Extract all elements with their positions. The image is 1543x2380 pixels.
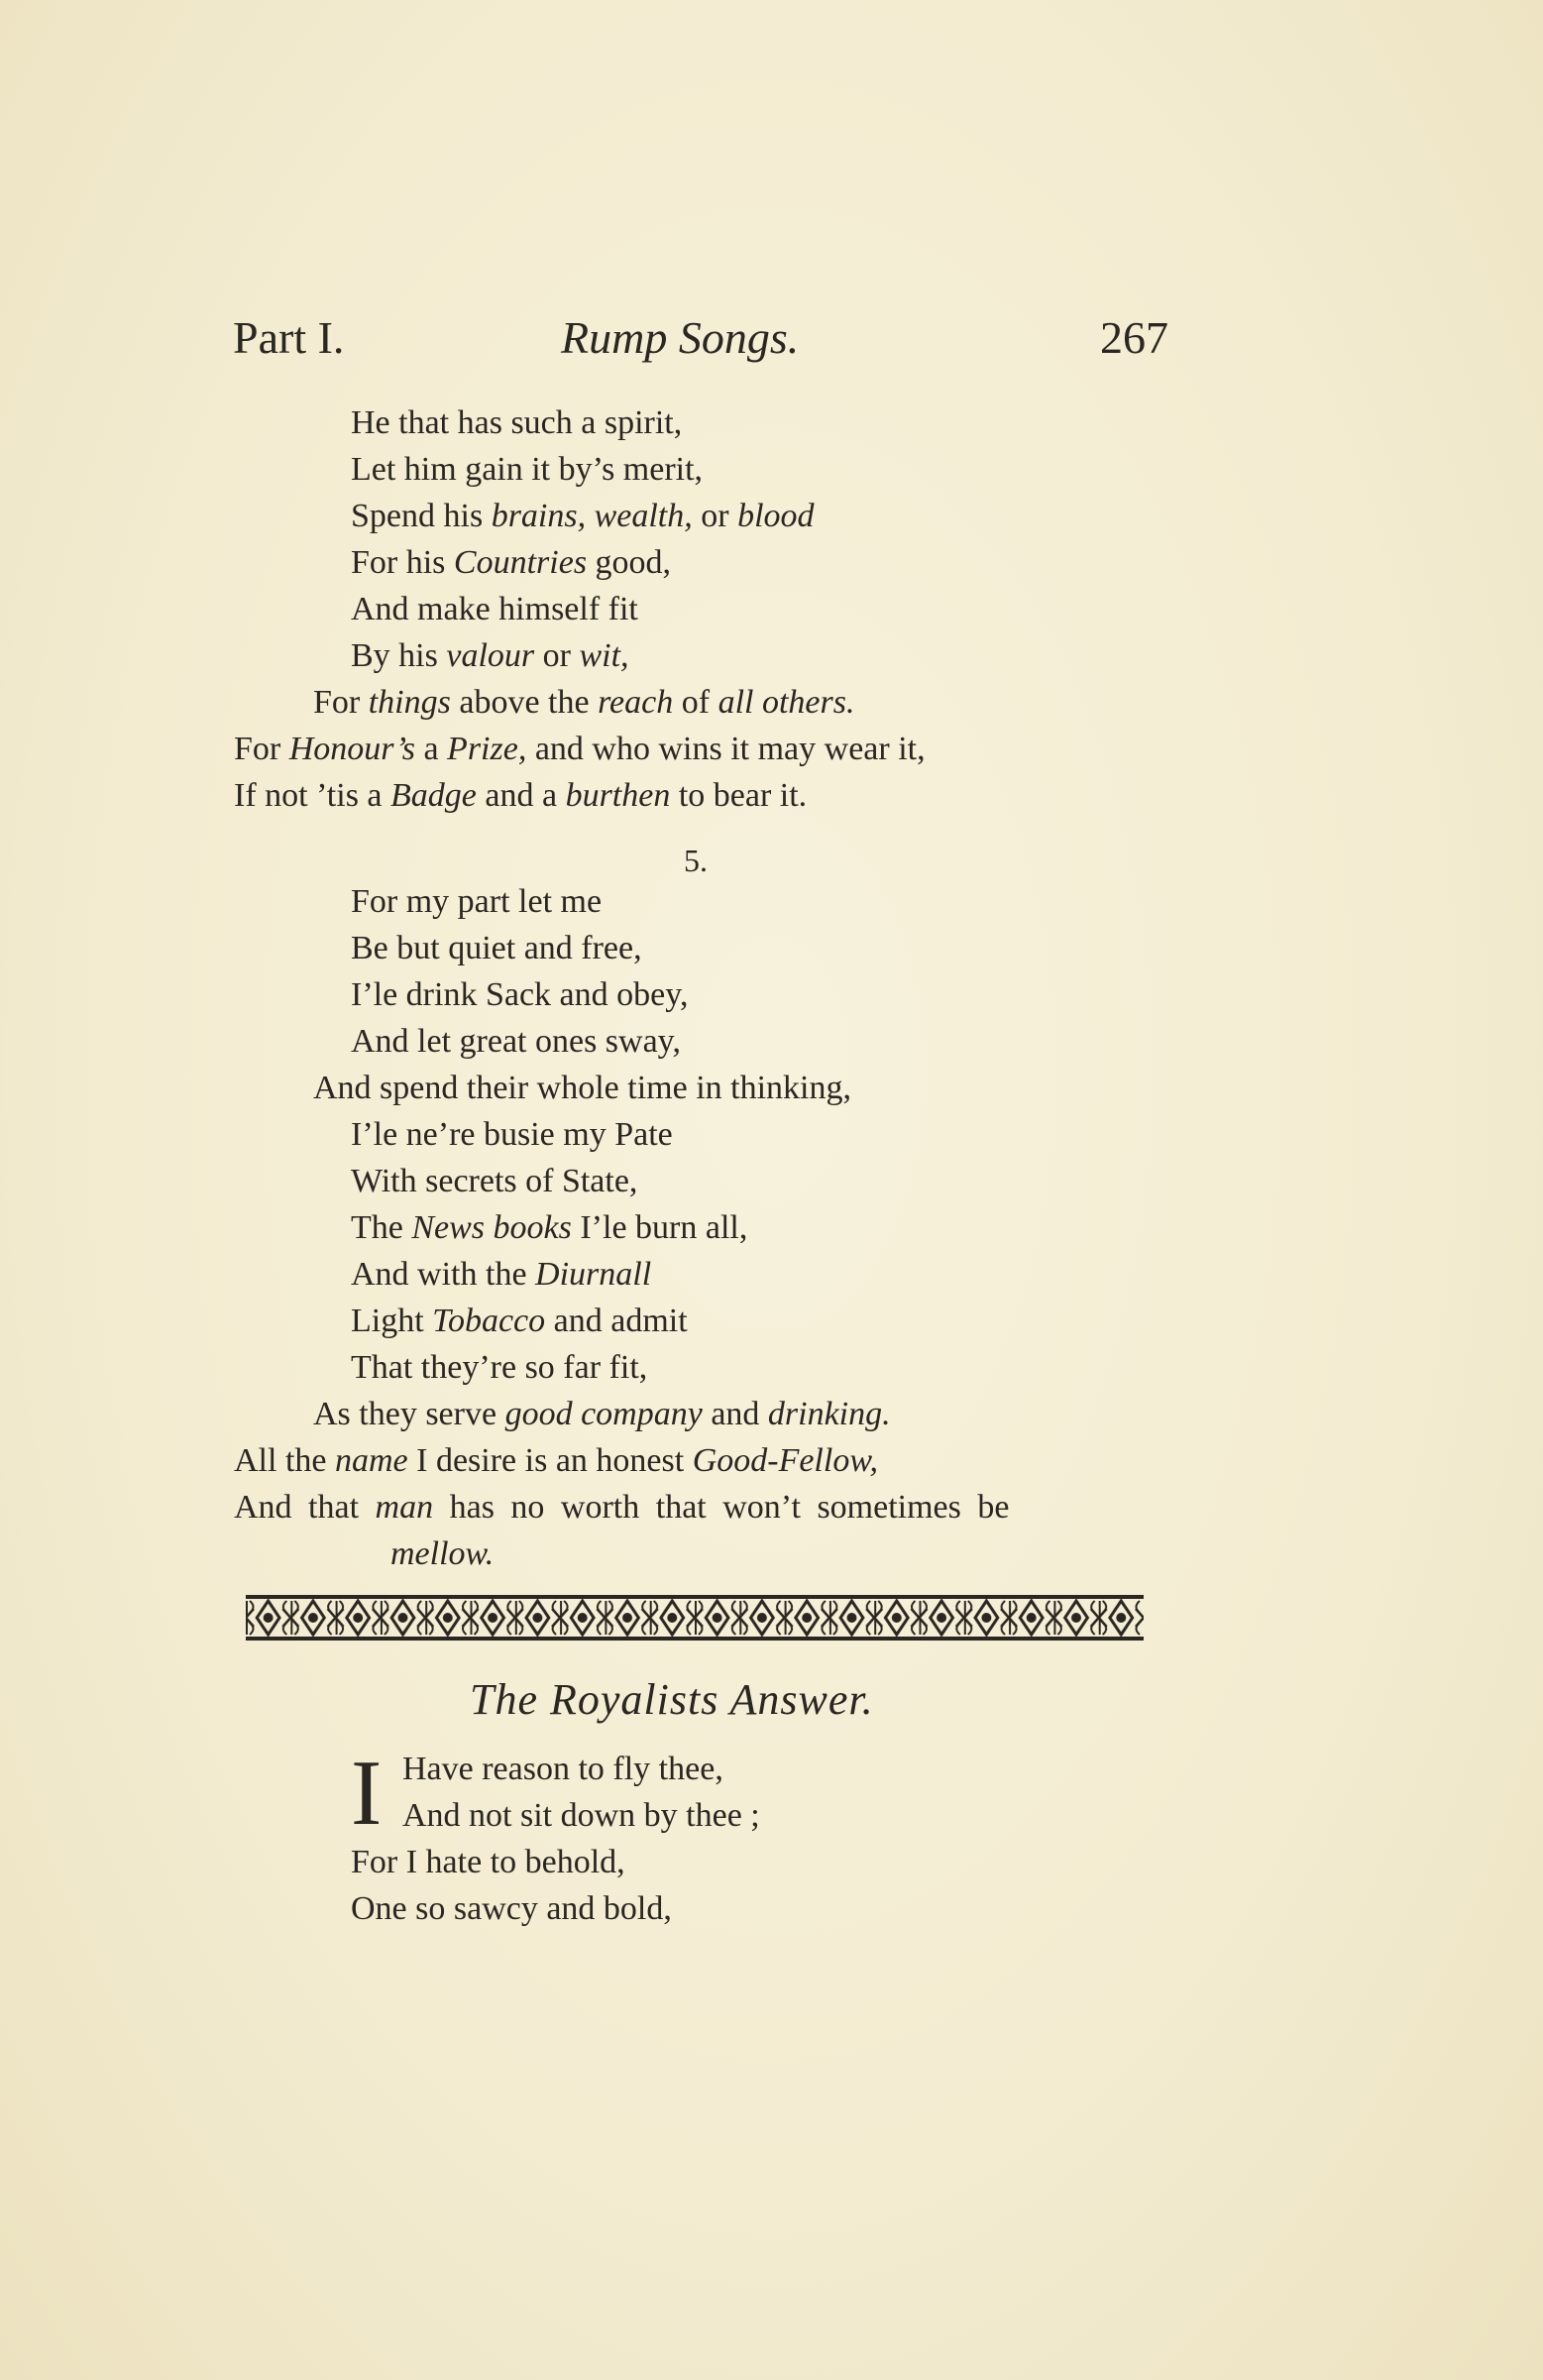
- poem-title: The Royalists Answer.: [470, 1675, 874, 1724]
- verse-line: With secrets of State,: [351, 1163, 638, 1199]
- verse-line: For his Countries good,: [351, 544, 672, 581]
- page-number: 267: [1100, 312, 1168, 363]
- verse-line: And make himself fit: [351, 591, 638, 627]
- verse-line: And with the Diurnall: [351, 1256, 652, 1293]
- italic-word: brains, wealth,: [491, 498, 693, 534]
- italic-word: blood: [737, 498, 815, 534]
- italic-word: Prize,: [447, 731, 527, 767]
- verse-line: [390, 1537, 494, 1571]
- verse-line: For I hate to behold,: [351, 1844, 625, 1880]
- italic-word: Honour’s: [288, 731, 415, 767]
- verse-line: And not sit down by thee ;: [402, 1797, 760, 1834]
- italic-word: Diurnall: [535, 1256, 652, 1293]
- verse-line: He that has such a spirit,: [351, 404, 683, 441]
- drop-capital: I: [351, 1742, 383, 1845]
- verse-line: The News books I’le burn all,: [351, 1209, 748, 1246]
- italic-word: Countries: [453, 544, 588, 581]
- italic-word: Badge: [390, 777, 477, 814]
- verse-line: And that man has no worth that won’t sometimes be: [234, 1489, 1010, 1526]
- italic-word: mellow.: [390, 1535, 495, 1572]
- verse-line: I’le drink Sack and obey,: [351, 976, 689, 1013]
- verse-line: Have reason to fly thee,: [402, 1751, 723, 1787]
- italic-word: things: [368, 684, 451, 721]
- italic-word: Good-Fellow,: [692, 1442, 878, 1479]
- italic-word: burthen: [565, 777, 671, 814]
- italic-word: man: [375, 1489, 434, 1526]
- verse-line: For Honour’s a Prize, and who wins it may wear it,: [234, 731, 926, 767]
- verse-line: One so sawcy and bold,: [351, 1890, 672, 1927]
- ornament-band: [246, 1593, 1144, 1643]
- running-head-title: Rump Songs.: [561, 312, 800, 363]
- italic-word: valour: [446, 637, 535, 674]
- verse-line: Be but quiet and free,: [351, 930, 642, 966]
- italic-word: reach: [598, 684, 674, 721]
- verse-line: I’le ne’re busie my Pate: [351, 1116, 673, 1153]
- verse-line: All the name I desire is an honest Good-Fellow,: [234, 1442, 878, 1479]
- italic-word: News books: [411, 1209, 572, 1246]
- verse-line: If not ’tis a Badge and a burthen to bear it.: [234, 777, 808, 814]
- verse-line: And let great ones sway,: [351, 1023, 681, 1060]
- verse-line: That they’re so far fit,: [351, 1349, 648, 1386]
- verse-line: Let him gain it by’s merit,: [351, 451, 704, 488]
- italic-word: wit,: [579, 637, 629, 674]
- verse-line: For things above the reach of all others.: [313, 684, 855, 721]
- verse-line: And spend their whole time in thinking,: [313, 1070, 851, 1106]
- stanza-number: 5.: [684, 843, 708, 878]
- verse-line: By his valour or wit,: [351, 637, 629, 674]
- running-head-part: Part I.: [233, 312, 345, 363]
- italic-word: drinking.: [767, 1396, 891, 1432]
- italic-word: all others.: [717, 684, 855, 721]
- italic-word: name: [334, 1442, 408, 1479]
- verse-line: Spend his brains, wealth, or blood: [351, 498, 815, 534]
- italic-word: good company: [504, 1396, 703, 1432]
- verse-line: For my part let me: [351, 883, 603, 920]
- italic-word: Tobacco: [432, 1303, 546, 1339]
- verse-line: As they serve good company and drinking.: [313, 1396, 891, 1432]
- verse-line: Light Tobacco and admit: [351, 1303, 688, 1339]
